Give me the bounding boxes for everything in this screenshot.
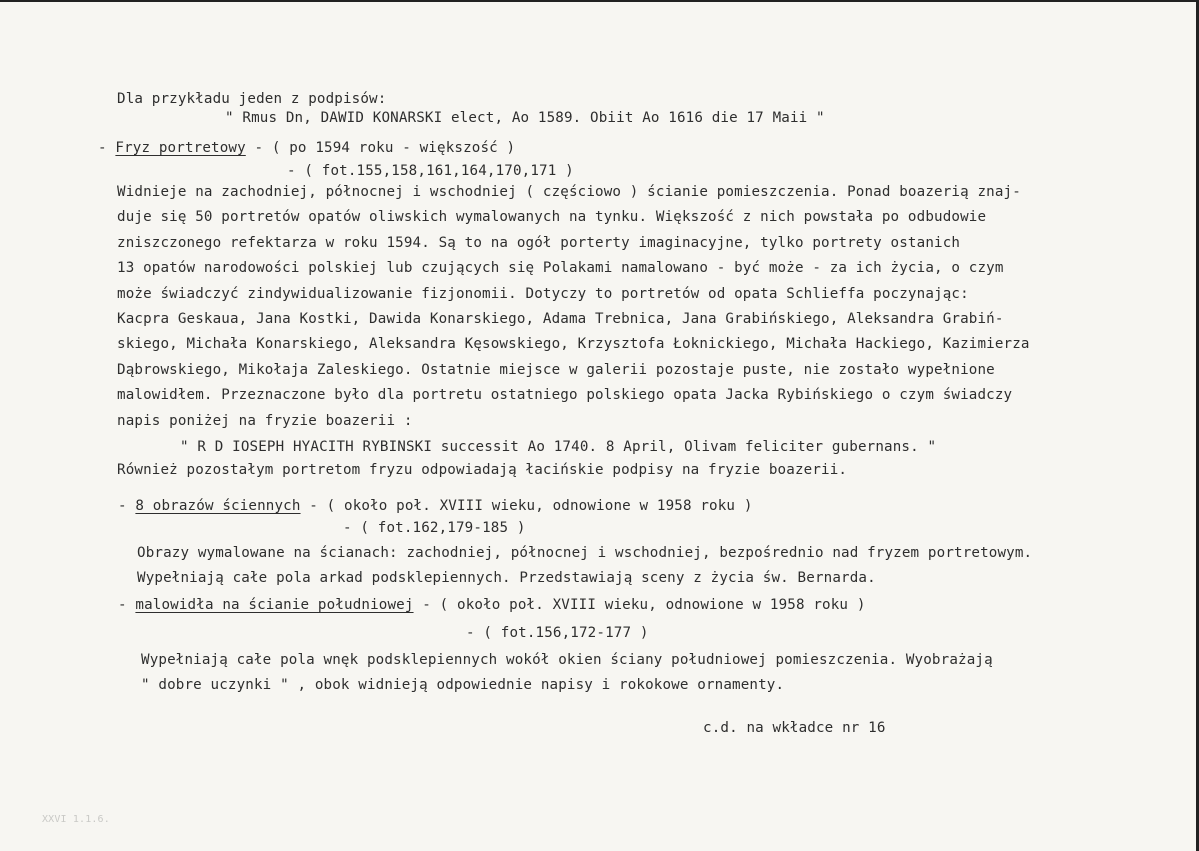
section-dating: - ( około poł. XVIII wieku, odnowione w 1958 roku ) [300,498,753,514]
section-title: malowidła na ścianie południowej [135,597,414,613]
section-title: Fryz portretowy [115,140,246,156]
section-obrazy-heading-line [118,496,753,516]
paragraph-line: 13 opatów narodowości polskiej lub czujących się Polakami namalowano - być może - za ich życia, o czym [117,260,1004,276]
paragraph-line: " dobre uczynki " , obok widnieją odpowiednie napisy i rokokowe ornamenty. [141,677,785,693]
intro-line: Dla przykładu jeden z podpisów: [117,91,387,107]
section-dating: - ( po 1594 roku - większość ) [245,140,516,156]
section-fryz-heading-line [98,138,515,158]
paragraph-line: Obrazy wymalowane na ścianach: zachodniej, północnej i wschodniej, bezpośrednio nad fryzem portretowym. [137,545,1033,561]
section-fryz-closing: Również pozostałym portretom fryzu odpowiadają łacińskie podpisy na fryzie boazerii. [117,462,848,478]
section-dating: - ( około poł. XVIII wieku, odnowione w 1958 roku ) [413,597,866,613]
archive-margin-note: XXVI 1.1.6. [42,814,110,825]
section-obrazy-photos: - ( fot.162,179-185 ) [343,520,526,536]
paragraph-line: napis poniżej na fryzie boazerii : [117,413,413,429]
paragraph-line: skiego, Michała Konarskiego, Aleksandra Kęsowskiego, Krzysztofa Łoknickiego, Michała Hackiego, Kazimierza [117,336,1030,352]
paragraph-line: Widnieje na zachodniej, północnej i wschodniej ( częściowo ) ścianie pomieszczenia. Ponad boazerią znaj- [117,184,1021,200]
continuation-note: c.d. na wkładce nr 16 [703,720,886,736]
rybinski-quote: " R D IOSEPH HYACITH RYBINSKI successit Ao 1740. 8 April, Olivam feliciter gubernans. " [180,439,937,455]
paragraph-line: zniszczonego refektarza w roku 1594. Są to na ogół porterty imaginacyjne, tylko portrety ostanich [117,235,961,251]
section-malowidla-heading-line [118,595,866,615]
section-fryz-photos: - ( fot.155,158,161,164,170,171 ) [287,163,574,179]
section-dash: - [118,498,127,514]
signature-quote: " Rmus Dn, DAWID KONARSKI elect, Ao 1589. Obiit Ao 1616 die 17 Maii " [225,110,825,126]
paragraph-line: może świadczyć zindywidualizowanie fizjonomii. Dotyczy to portretów od opata Schlieffa poczynając: [117,286,969,302]
paragraph-line: Kacpra Geskaua, Jana Kostki, Dawida Konarskiego, Adama Trebnica, Jana Grabińskiego, Aleksandra Grabiń- [117,311,1004,327]
paragraph-line: Wypełniają całe pola arkad podsklepiennych. Przedstawiają sceny z życia św. Bernarda. [137,570,876,586]
section-title: 8 obrazów ściennych [135,498,301,514]
paragraph-line: Dąbrowskiego, Mikołaja Zaleskiego. Ostatnie miejsce w galerii pozostaje puste, nie zostało wypełnione [117,362,995,378]
paragraph-line: malowidłem. Przeznaczone było dla portretu ostatniego polskiego opata Jacka Rybińskiego o czym świadczy [117,387,1013,403]
paragraph-line: Wypełniają całe pola wnęk podsklepiennych wokół okien ściany południowej pomieszczenia. Wyobrażają [141,652,993,668]
section-dash: - [118,597,127,613]
section-malowidla-photos: - ( fot.156,172-177 ) [466,625,649,641]
section-dash: - [98,140,107,156]
paragraph-line: duje się 50 portretów opatów oliwskich wymalowanych na tynku. Większość z nich powstała po odbudowie [117,209,987,225]
